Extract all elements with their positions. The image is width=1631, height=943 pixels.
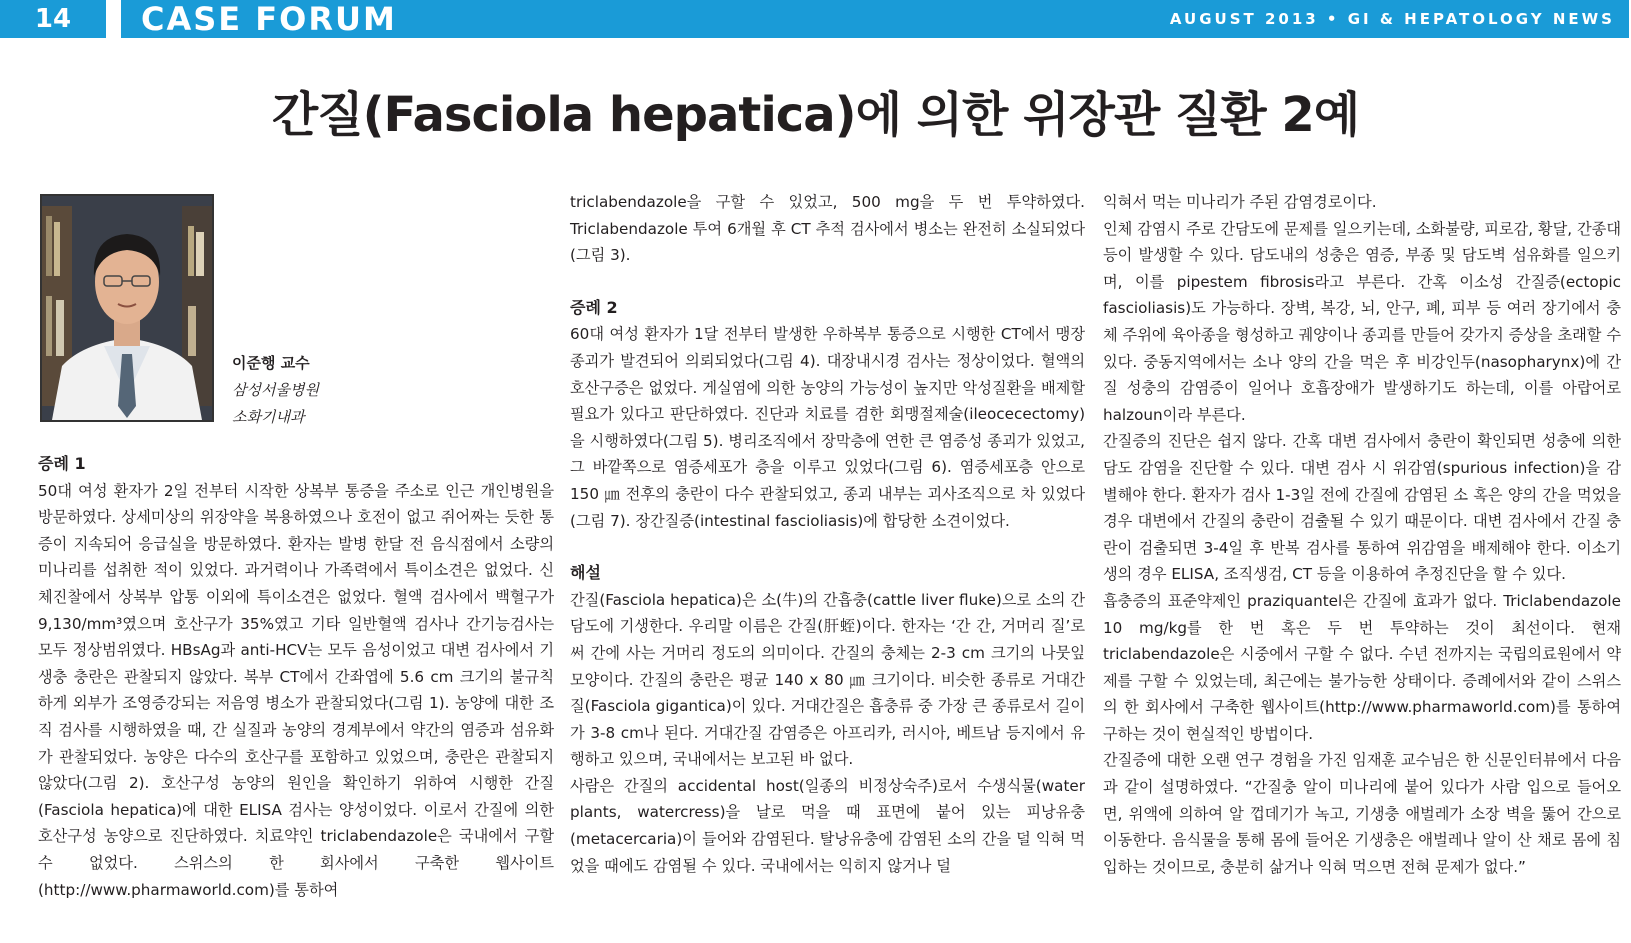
section-title: CASE FORUM <box>141 0 397 38</box>
publication-line: AUGUST 2013 • GI & HEPATOLOGY NEWS <box>1169 10 1615 28</box>
commentary-paragraph-4: 간질증의 진단은 쉽지 않다. 간혹 대변 검사에서 충란이 확인되면 성충에 의한 담도 감염을 진단할 수 있다. 대변 검사 시 위감염(spurious infection)을 감별해야 한다. 환자가 검사 1-3일 전에 간질에 감염된 소 혹은 양의 간을 먹었을 경우 대변에서 간질의 충란이 검출될 수 있기 때문이다. 대변 검사에서 간질 충란이 검출되면 3-4일 후 반복 검사를 통하여 위감염을 배제해야 한다. 이소기생의 경우 ELISA, 조직생검, CT 등을 이용하여 추정진단을 할 수 있다. <box>1103 432 1621 584</box>
commentary-paragraph-1: 간질(Fasciola hepatica)은 소(牛)의 간흡충(cattle liver fluke)으로 소의 간담도에 기생한다. 우리말 이름은 간질(肝蛭)이다. 한자는 ‘간 간, 거머리 질’로써 간에 사는 거머리 정도의 의미이다. 간질의 충체는 2-3 cm 크기의 나뭇잎 모양이다. 간질의 충란은 평균 140 x 80 ㎛ 크기이다. 비슷한 종류로 거대간질(Fasciola gigantica)이 있다. 거대간질은 흡충류 중 가장 큰 종류로서 길이가 3-8 cm나 된다. 거대간질 감염증은 아프리카, 러시아, 베트남 등지에서 유행하고 있으며, 국내에서는 보고된 바 없다. <box>570 590 1085 769</box>
header-bar <box>121 0 1629 38</box>
commentary-paragraph-5: 흡충증의 표준약제인 praziquantel은 간질에 효과가 없다. Triclabendazole 10 mg/kg를 한 번 혹은 두 번 투약하는 것이 최선이다. 현재 triclabendazole은 시중에서 구할 수 없다. 수년 전까지는 국립의료원에서 약제를 구할 수 있었는데, 최근에는 불가능한 상태이다. 증례에서와 같이 스위스의 한 회사에서 구축한 웹사이트(http://www.pharmaworld.com)를 통하여 구하는 것이 현실적인 방법이다. <box>1103 591 1621 743</box>
case2-heading: 증례 2 <box>570 297 618 317</box>
commentary-paragraph-6: 간질증에 대한 오랜 연구 경험을 가진 임재훈 교수님은 한 신문인터뷰에서 다음과 같이 설명하였다. “간질충 알이 미나리에 붙어 있다가 사람 입으로 들어오면, 위액에 의하여 알 껍데기가 녹고, 기생충 애벌레가 소장 벽을 뚫어 간으로 이동한다. 음식물을 통해 몸에 들어온 기생충은 애벌레나 알이 산 채로 몸에 침입하는 것이므로, 충분히 삶거나 익혀 먹으면 전혀 문제가 없다.” <box>1103 751 1621 876</box>
author-block <box>232 350 319 431</box>
article-title: 간질(Fasciola hepatica)에 의한 위장관 질환 2예 <box>271 87 1360 143</box>
author-department: 소화기내과 <box>232 408 305 426</box>
author-name: 이준행 교수 <box>232 354 310 372</box>
commentary-heading: 해설 <box>570 563 601 583</box>
case2-body: 60대 여성 환자가 1달 전부터 발생한 우하복부 통증으로 시행한 CT에서 맹장 종괴가 발견되어 의뢰되었다(그림 4). 대장내시경 검사는 정상이었다. 혈액의 호산구증은 없었다. 게실염에 의한 농양의 가능성이 높지만 악성질환을 배제할 필요가 있다고 판단하였다. 진단과 치료를 겸한 회맹절제술(ileocecectomy)을 시행하였다(그림 5). 병리조직에서 장막층에 연한 큰 염증성 종괴가 있었고, 그 바깥쪽으로 염증세포가 층을 이루고 있었다(그림 6). 염증세포층 안으로 150 ㎛ 전후의 충란이 다수 관찰되었고, 종괴 내부는 괴사조직으로 차 있었다(그림 7). 장간질증(intestinal fascioliasis)에 합당한 소견이었다. <box>570 325 1085 530</box>
page-number-box <box>0 0 106 38</box>
commentary-paragraph-3: 인체 감염시 주로 간담도에 문제를 일으키는데, 소화불량, 피로감, 황달, 간종대 등이 발생할 수 있다. 담도내의 성충은 염증, 부종 및 담도벽 섬유화를 일으키며, 이를 pipestem fibrosis라고 부른다. 간혹 이소성 간질증(ectopic fascioliasis)도 가능하다. 장벽, 복강, 뇌, 안구, 폐, 피부 등 여러 장기에서 충체 주위에 육아종을 형성하고 궤양이나 종괴를 만들어 갖가지 증상을 초래할 수 있다. 중동지역에서는 소나 양의 간을 먹은 후 비강인두(nasopharynx)에 간질 성충의 감염증이 일어나 호흡장애가 발생하기도 하는데, 이를 아랍어로 halzoun이라 부른다. <box>1103 219 1621 424</box>
author-portrait-image <box>42 196 212 420</box>
column-2 <box>570 189 1085 879</box>
case1-heading: 증례 1 <box>38 454 86 473</box>
page-number: 14 <box>34 4 72 34</box>
column-3 <box>1103 189 1621 880</box>
case1-body-continued: triclabendazole을 구할 수 있었고, 500 mg을 두 번 투약하였다. Triclabendazole 투여 6개월 후 CT 추적 검사에서 병소는 완전히 소실되었다(그림 3). <box>570 193 1085 265</box>
author-hospital: 삼성서울병원 <box>232 381 319 399</box>
author-photo <box>40 194 214 422</box>
case1-body: 50대 여성 환자가 2일 전부터 시작한 상복부 통증을 주소로 인근 개인병원을 방문하였다. 상세미상의 위장약을 복용하였으나 호전이 없고 쥐어짜는 듯한 통증이 지속되어 응급실을 방문하였다. 환자는 발병 한달 전 음식점에서 소량의 미나리를 섭취한 적이 있었다. 과거력이나 가족력에서 특이소견은 없었다. 신체진찰에서 상복부 압통 이외에 특이소견은 없었다. 혈액 검사에서 백혈구가 9,130/mm³였으며 호산구가 35%였고 기타 일반혈액 검사나 간기능검사는 모두 정상범위였다. HBsAg과 anti-HCV는 모두 음성이었고 대변 검사에서 기생충 충란은 관찰되지 않았다. 복부 CT에서 간좌엽에 5.6 cm 크기의 불규칙하게 외부가 조영증강되는 저음영 병소가 관찰되었다(그림 1). 농양에 대한 조직 검사를 시행하였을 때, 간 실질과 농양의 경계부에서 약간의 염증과 섬유화가 관찰되었다. 농양은 다수의 호산구를 포함하고 있었으며, 충란은 관찰되지 않았다(그림 2). 호산구성 농양의 원인을 확인하기 위하여 시행한 간질(Fasciola hepatica)에 대한 ELISA 검사는 양성이었다. 이로서 간질에 의한 호산구성 농양으로 진단하였다. 치료약인 triclabendazole은 국내에서 구할 수 없었다. 스위스의 한 회사에서 구축한 웹사이트(http://www.pharmaworld.com)를 통하여 <box>38 481 554 899</box>
column-1 <box>38 451 554 903</box>
commentary-paragraph-2-continued: 익혀서 먹는 미나리가 주된 감염경로이다. <box>1103 193 1377 211</box>
commentary-paragraph-2: 사람은 간질의 accidental host(일종의 비정상숙주)로서 수생식물(water plants, watercress)을 날로 먹을 때 표면에 붙어 있는 피낭유충(metacercaria)이 들어와 감염된다. 탈낭유충에 감염된 소의 간을 덜 익혀 먹었을 때에도 감염될 수 있다. 국내에서는 익히지 않거나 덜 <box>570 776 1085 875</box>
